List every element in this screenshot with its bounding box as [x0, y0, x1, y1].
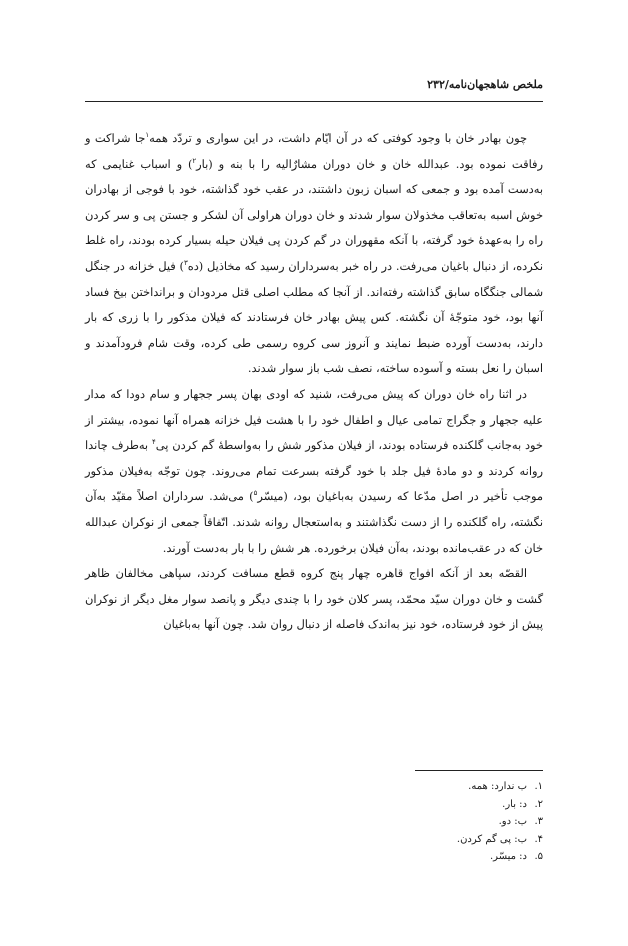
paragraph — [85, 561, 543, 638]
text-segment: در اثنا راه خان دوران که پیش می‌رفت، شنید که اودی بهان پسر ججهار و سام دودا که مدار علیه ججهار و جگراج تمامی عیال و اطفال خود را با هشت فیل خزانه همراه آنها نموده، بیشتر از خود به‌جانب گلکنده فرستاده بودند، از فیلان مذکور شش را به‌واسطهٔ گم کردن پی — [85, 386, 543, 453]
footnote-text: د: بار. — [502, 798, 527, 810]
footnote-rule — [415, 770, 543, 771]
footnote-marker: ۵ — [253, 489, 258, 498]
footnote — [243, 796, 543, 814]
running-header: ملخص شاهجهان‌نامه/۲۳۲ — [427, 78, 543, 91]
text-segment: ) می‌شد. سرداران اصلاً مقیّد به‌آن نگشته، راه گلکنده را از دست نگذاشتند و به‌استعجال روانه شدند. اتّفاقاً جمعی از نوکران عبدالله خان که در عقب‌مانده بودند، به‌آن فیلان برخورده. هر شش را با بار به‌دست آورند. — [85, 489, 543, 555]
text-segment: القصّه بعد از آنکه افواج قاهره چهار پنج کروه قطع مسافت کردند، سپاهی مخالفان ظاهر گشت و خان دوران سیّد محمّد، پسر کلان خود را با چندی دیگر و پانصد سوار مغل دیگر از نوکران پیش از خود فرستاده، خود نیز به‌اندک فاصله از دنبال روان شد. چون آنها به‌باغیان — [85, 566, 543, 632]
footnote-number: ۴. — [534, 833, 543, 845]
text-segment: ) و اسباب غنایمی که به‌دست آمده بود و جمعی که اسبان زبون داشتند، در عقب خود گذاشته، خود با فوجی از بهادران خوش اسبه به‌تعاقب مخذولان سوار شدند و خان دوران هراولی آن لشکر و جستن پی و سر کردن راه را به‌عهدهٔ خود گرفته، با آنکه مقهوران در گم کردن پی فیلان حیله بسیار کرده بودند، راه غلط نکرده، از دنبال باغیان می‌رفت. در راه خبر به‌سرداران رسید که مخاذیل (ده — [85, 156, 543, 273]
text-segment: چون بهادر خان با وجود کوفتی که در آن ایّام داشت، در این سواری و تردّد همه — [149, 131, 527, 145]
footnote-marker: ۴ — [151, 438, 156, 447]
footnote-number: ۵. — [534, 851, 543, 862]
footnote-number: ۱. — [534, 781, 543, 792]
footnote-number: ۳. — [534, 816, 543, 827]
footnote-text: ب ندارد: همه. — [468, 781, 527, 792]
footnote-text: ب: پی گم کردن. — [456, 833, 527, 845]
text-segment: ) فیل خزانه در جنگل شمالی جنگگاه سابق گذاشته رفته‌اند. از آنجا که مطلب اصلی قتل مردودان و برانداختن بیخ فساد آنها بود، خود متوجّهٔ آن نگشته. کس پیش بهادر خان فرستادند که فیلان مذکور را با زری که بار دارند، به‌دست آورده ضبط نمایند و آنروز سی کروه رسمی طی کرده، وقت شام فرودآمدند و اسبان را نعل بسته و آسوده ساخته، نصف شب باز سوار شدند. — [85, 258, 543, 376]
footnote-text: د: میسّر. — [490, 851, 527, 862]
footnote-number: ۲. — [534, 798, 543, 810]
footnotes — [243, 778, 543, 866]
text-segment: به‌طرف چاندا روانه کردند و دو مادهٔ فیل جلد با خود گرفته بسرعت تمام می‌روند. چون توجّه به‌فیلان مذکور موجب تأخیر در اصل مدّعا که رسیدن به‌باغیان بود، (میسّر — [85, 438, 543, 504]
text-segment: جا شراکت و رفاقت نموده بود. عبدالله خان و خان دوران مشارٌالیه را با بنه و (بار — [85, 131, 543, 171]
footnote-text: ب: دو. — [498, 816, 527, 827]
body-text — [85, 126, 543, 638]
footnote — [243, 778, 543, 796]
footnote-marker: ۱ — [145, 131, 150, 140]
footnote — [243, 848, 543, 866]
footnote-marker: ۲ — [192, 156, 197, 165]
paragraph — [85, 382, 543, 561]
footnote-marker: ۳ — [183, 259, 188, 268]
footnote — [243, 831, 543, 849]
footnote — [243, 813, 543, 831]
paragraph — [85, 126, 543, 382]
header-rule — [85, 101, 543, 102]
